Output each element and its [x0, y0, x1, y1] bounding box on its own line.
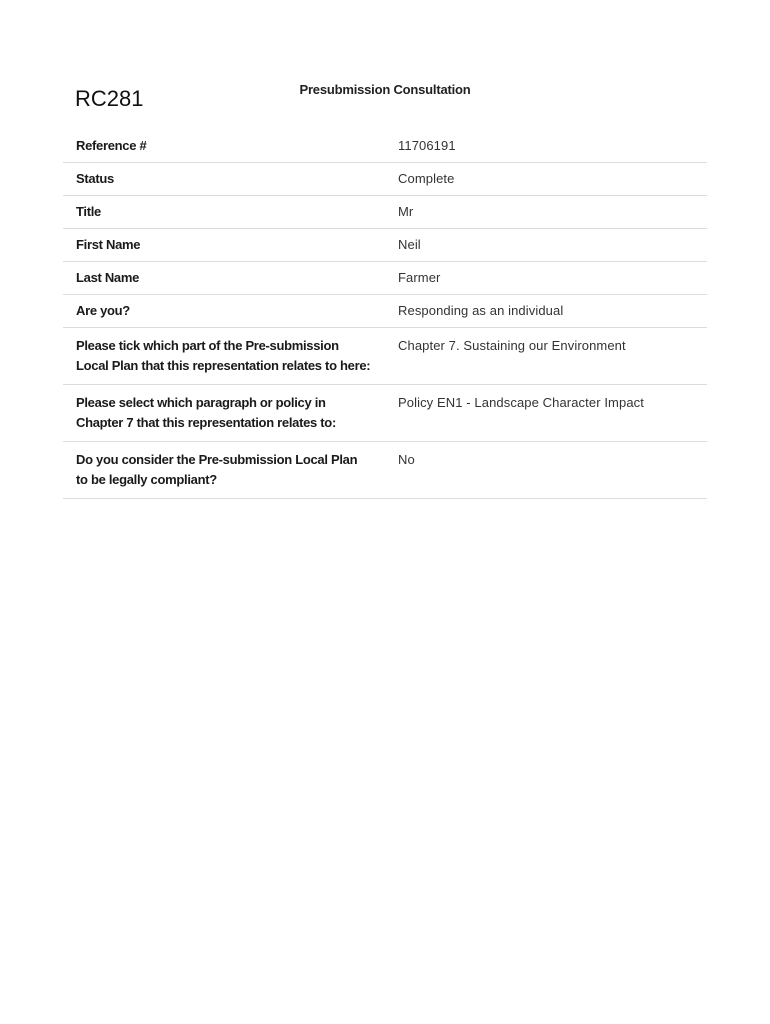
field-label: Please tick which part of the Pre-submission Local Plan that this representation relates to here:: [76, 338, 371, 373]
table-row: [63, 196, 707, 229]
document-title: Presubmission Consultation: [299, 82, 471, 97]
field-label: Reference #: [76, 138, 147, 153]
table-row: [63, 262, 707, 295]
response-table: [63, 130, 707, 499]
document-id: RC281: [75, 86, 144, 111]
table-row: [63, 442, 707, 499]
field-value: Responding as an individual: [398, 303, 564, 318]
field-value: 11706191: [398, 138, 456, 153]
field-label: Please select which paragraph or policy in Chapter 7 that this representation relates to:: [76, 395, 336, 430]
field-label: Title: [76, 204, 101, 219]
table-row: [63, 163, 707, 196]
table-row: [63, 130, 707, 163]
table-row: [63, 295, 707, 328]
field-value: No: [398, 452, 415, 467]
field-label: Are you?: [76, 303, 130, 318]
field-value: Farmer: [398, 270, 441, 285]
field-label: First Name: [76, 237, 141, 252]
field-label: Status: [76, 171, 114, 186]
field-value: Complete: [398, 171, 455, 186]
table-row: [63, 385, 707, 442]
field-label: Do you consider the Pre-submission Local Plan to be legally compliant?: [76, 452, 358, 487]
field-value: Mr: [398, 204, 414, 219]
table-row: [63, 229, 707, 262]
field-value: Chapter 7. Sustaining our Environment: [398, 338, 626, 353]
table-row: [63, 328, 707, 385]
field-value: Policy EN1 - Landscape Character Impact: [398, 395, 644, 410]
field-label: Last Name: [76, 270, 140, 285]
field-value: Neil: [398, 237, 421, 252]
